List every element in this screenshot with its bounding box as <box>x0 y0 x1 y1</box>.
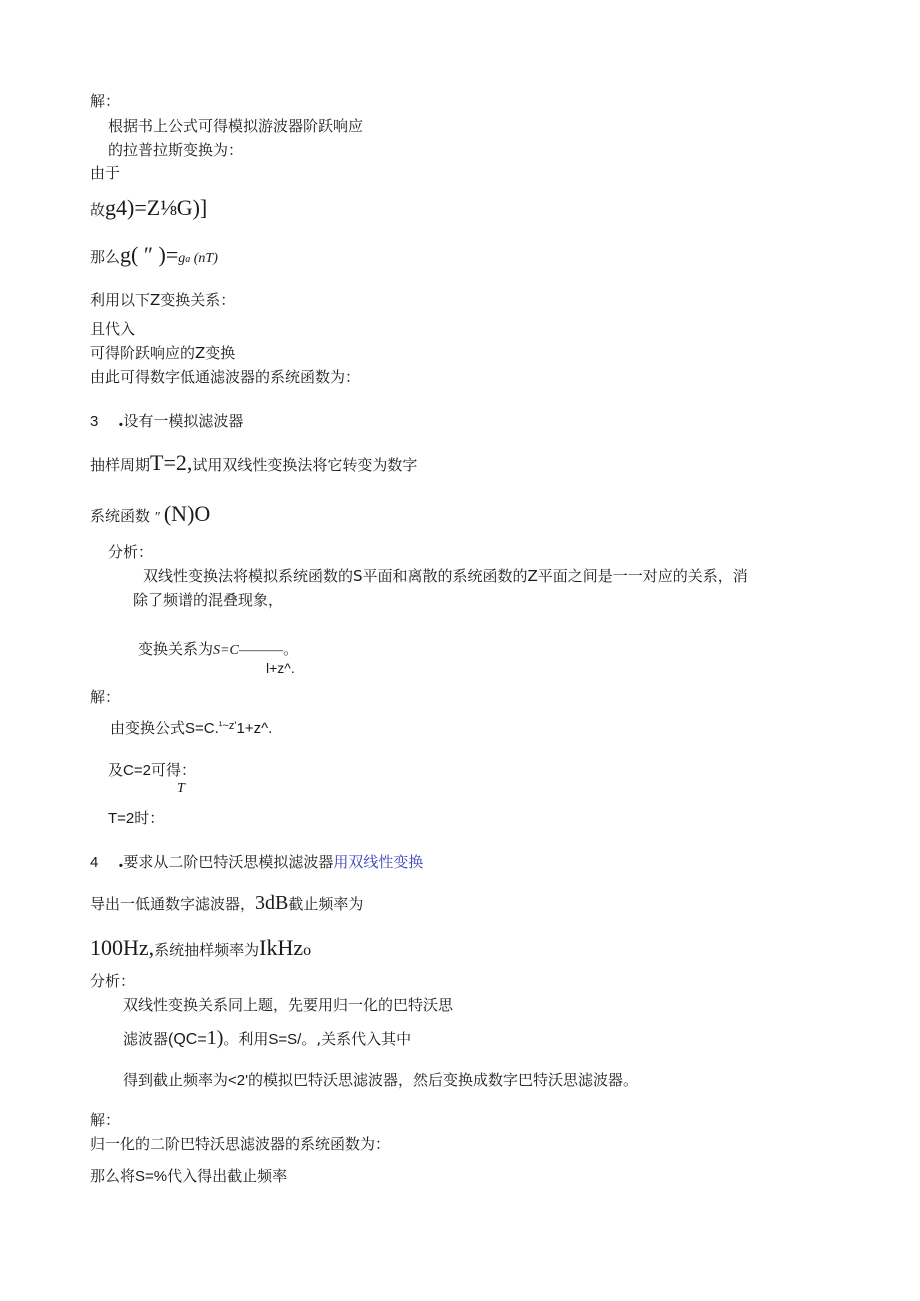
formula: g( ″ )= <box>120 242 179 267</box>
formula-subscript: a <box>185 254 191 265</box>
formula: T=2 <box>108 810 135 827</box>
solution-heading: 解： <box>90 92 121 110</box>
formula: IkHz <box>259 935 304 960</box>
formula: 100Hz, <box>90 935 155 960</box>
text-fragment: 得到截止频率为 <box>123 1071 229 1089</box>
text-line <box>108 763 196 778</box>
formula: 3dB <box>255 892 289 914</box>
solution-heading: 解： <box>90 688 121 706</box>
analysis-heading: 分析： <box>90 972 136 990</box>
formula-superscript: z' <box>228 720 237 732</box>
text-fragment: 试用双线性变换法将它转变为数字 <box>192 456 418 474</box>
text-line <box>90 503 210 525</box>
formula: 1+z^. <box>236 720 273 737</box>
text-line <box>123 1073 638 1088</box>
analysis-heading: 分析： <box>108 543 154 561</box>
formula-superscript: ¹~ <box>218 720 229 732</box>
text-line <box>90 893 363 913</box>
text-fragment: 可得： <box>150 761 196 779</box>
text-fragment: 变换关系为 <box>138 640 214 658</box>
text-line <box>90 937 311 959</box>
text-line: 由此可得数字低通滤波器的系统函数为： <box>90 368 361 386</box>
text-fragment: 系统函数 <box>90 507 151 525</box>
formula: S=% <box>135 1168 168 1185</box>
text-line: 利用以下Z变换关系： <box>90 291 236 309</box>
text-line: 除了频谱的混叠现象， <box>133 591 284 609</box>
text-fragment: . <box>118 409 124 431</box>
problem-number: 3 <box>90 413 99 430</box>
text-line: 且代入 <box>90 320 136 338</box>
text-fragment: 代入得出截止频率 <box>167 1167 288 1185</box>
formula-line <box>90 244 218 266</box>
text-line <box>108 811 164 826</box>
text-fragment: 导出一低通数字滤波器， <box>90 895 256 913</box>
text-line <box>90 452 417 474</box>
problem-4-heading <box>90 851 423 871</box>
problem-number: 4 <box>90 854 99 871</box>
text-fragment: 设有一模拟滤波器 <box>123 412 244 430</box>
text-fragment: 截止频率为 <box>288 895 364 913</box>
formula-fragment: T <box>177 781 185 796</box>
text-fragment: 要求从二阶巴特沃思模拟滤波器 <box>123 853 334 871</box>
text-line: 双线性变换法将模拟系统函数的S平面和离散的系统函数的Z平面之间是一一对应的关系，消 <box>143 567 748 585</box>
text-fragment: 故 <box>90 201 106 219</box>
text-fragment: 由变换公式 <box>110 719 186 737</box>
text-fragment: 的模拟巴特沃思滤波器，然后变换成数字巴特沃思滤波器。 <box>247 1071 638 1089</box>
formula: S=C. <box>185 720 219 737</box>
text-fragment: 抽样周期 <box>90 456 151 474</box>
text-line: 的拉普拉斯变换为： <box>108 141 244 159</box>
formula: S=S/ <box>268 1031 302 1048</box>
text-line <box>123 1028 411 1048</box>
problem-3-heading <box>90 410 243 430</box>
formula: g4)=Z⅛G)] <box>105 195 208 220</box>
formula: ———– <box>238 643 284 658</box>
text-line: 由于 <box>90 164 121 182</box>
formula: (nT) <box>190 251 218 266</box>
formula-denominator: l+z^. <box>266 660 295 676</box>
text-fragment: 时： <box>134 809 165 827</box>
text-fragment: 滤波器 <box>123 1030 169 1048</box>
formula: S=C <box>213 643 239 658</box>
formula: <2' <box>228 1072 248 1089</box>
text-line: 双线性变换关系同上题，先要用归一化的巴特沃思 <box>123 996 454 1014</box>
text-fragment: 。 <box>283 640 299 658</box>
formula-line <box>110 721 272 736</box>
text-fragment: 及 <box>108 761 124 779</box>
text-line: 归一化的二阶巴特沃思滤波器的系统函数为： <box>90 1135 391 1153</box>
formula-line <box>90 197 207 219</box>
text-fragment: 。 <box>301 1030 317 1048</box>
formula: ″ <box>154 510 160 525</box>
text-line: 可得阶跃响应的Z变换 <box>90 344 236 362</box>
text-fragment: 那么将 <box>90 1167 136 1185</box>
highlighted-text: 用双线性变换 <box>333 853 424 871</box>
text-fragment: 那么 <box>90 248 121 266</box>
formula: 1) <box>206 1027 224 1049</box>
text-fragment: 。利用 <box>223 1030 269 1048</box>
formula: o <box>303 942 312 959</box>
formula: (N)O <box>163 501 211 526</box>
text-fragment: 系统抽样频率为 <box>154 941 260 959</box>
solution-heading: 解： <box>90 1111 121 1129</box>
formula: T=2, <box>150 450 193 475</box>
formula: C=2 <box>123 762 151 779</box>
formula-line <box>138 642 298 658</box>
formula: (QC= <box>168 1031 207 1048</box>
formula: g <box>178 251 186 266</box>
text-line <box>90 1169 287 1184</box>
text-fragment: . <box>118 850 124 872</box>
text-fragment: ,关系代入其中 <box>316 1030 412 1048</box>
text-line: 根据书上公式可得模拟游波器阶跃响应 <box>108 117 364 135</box>
